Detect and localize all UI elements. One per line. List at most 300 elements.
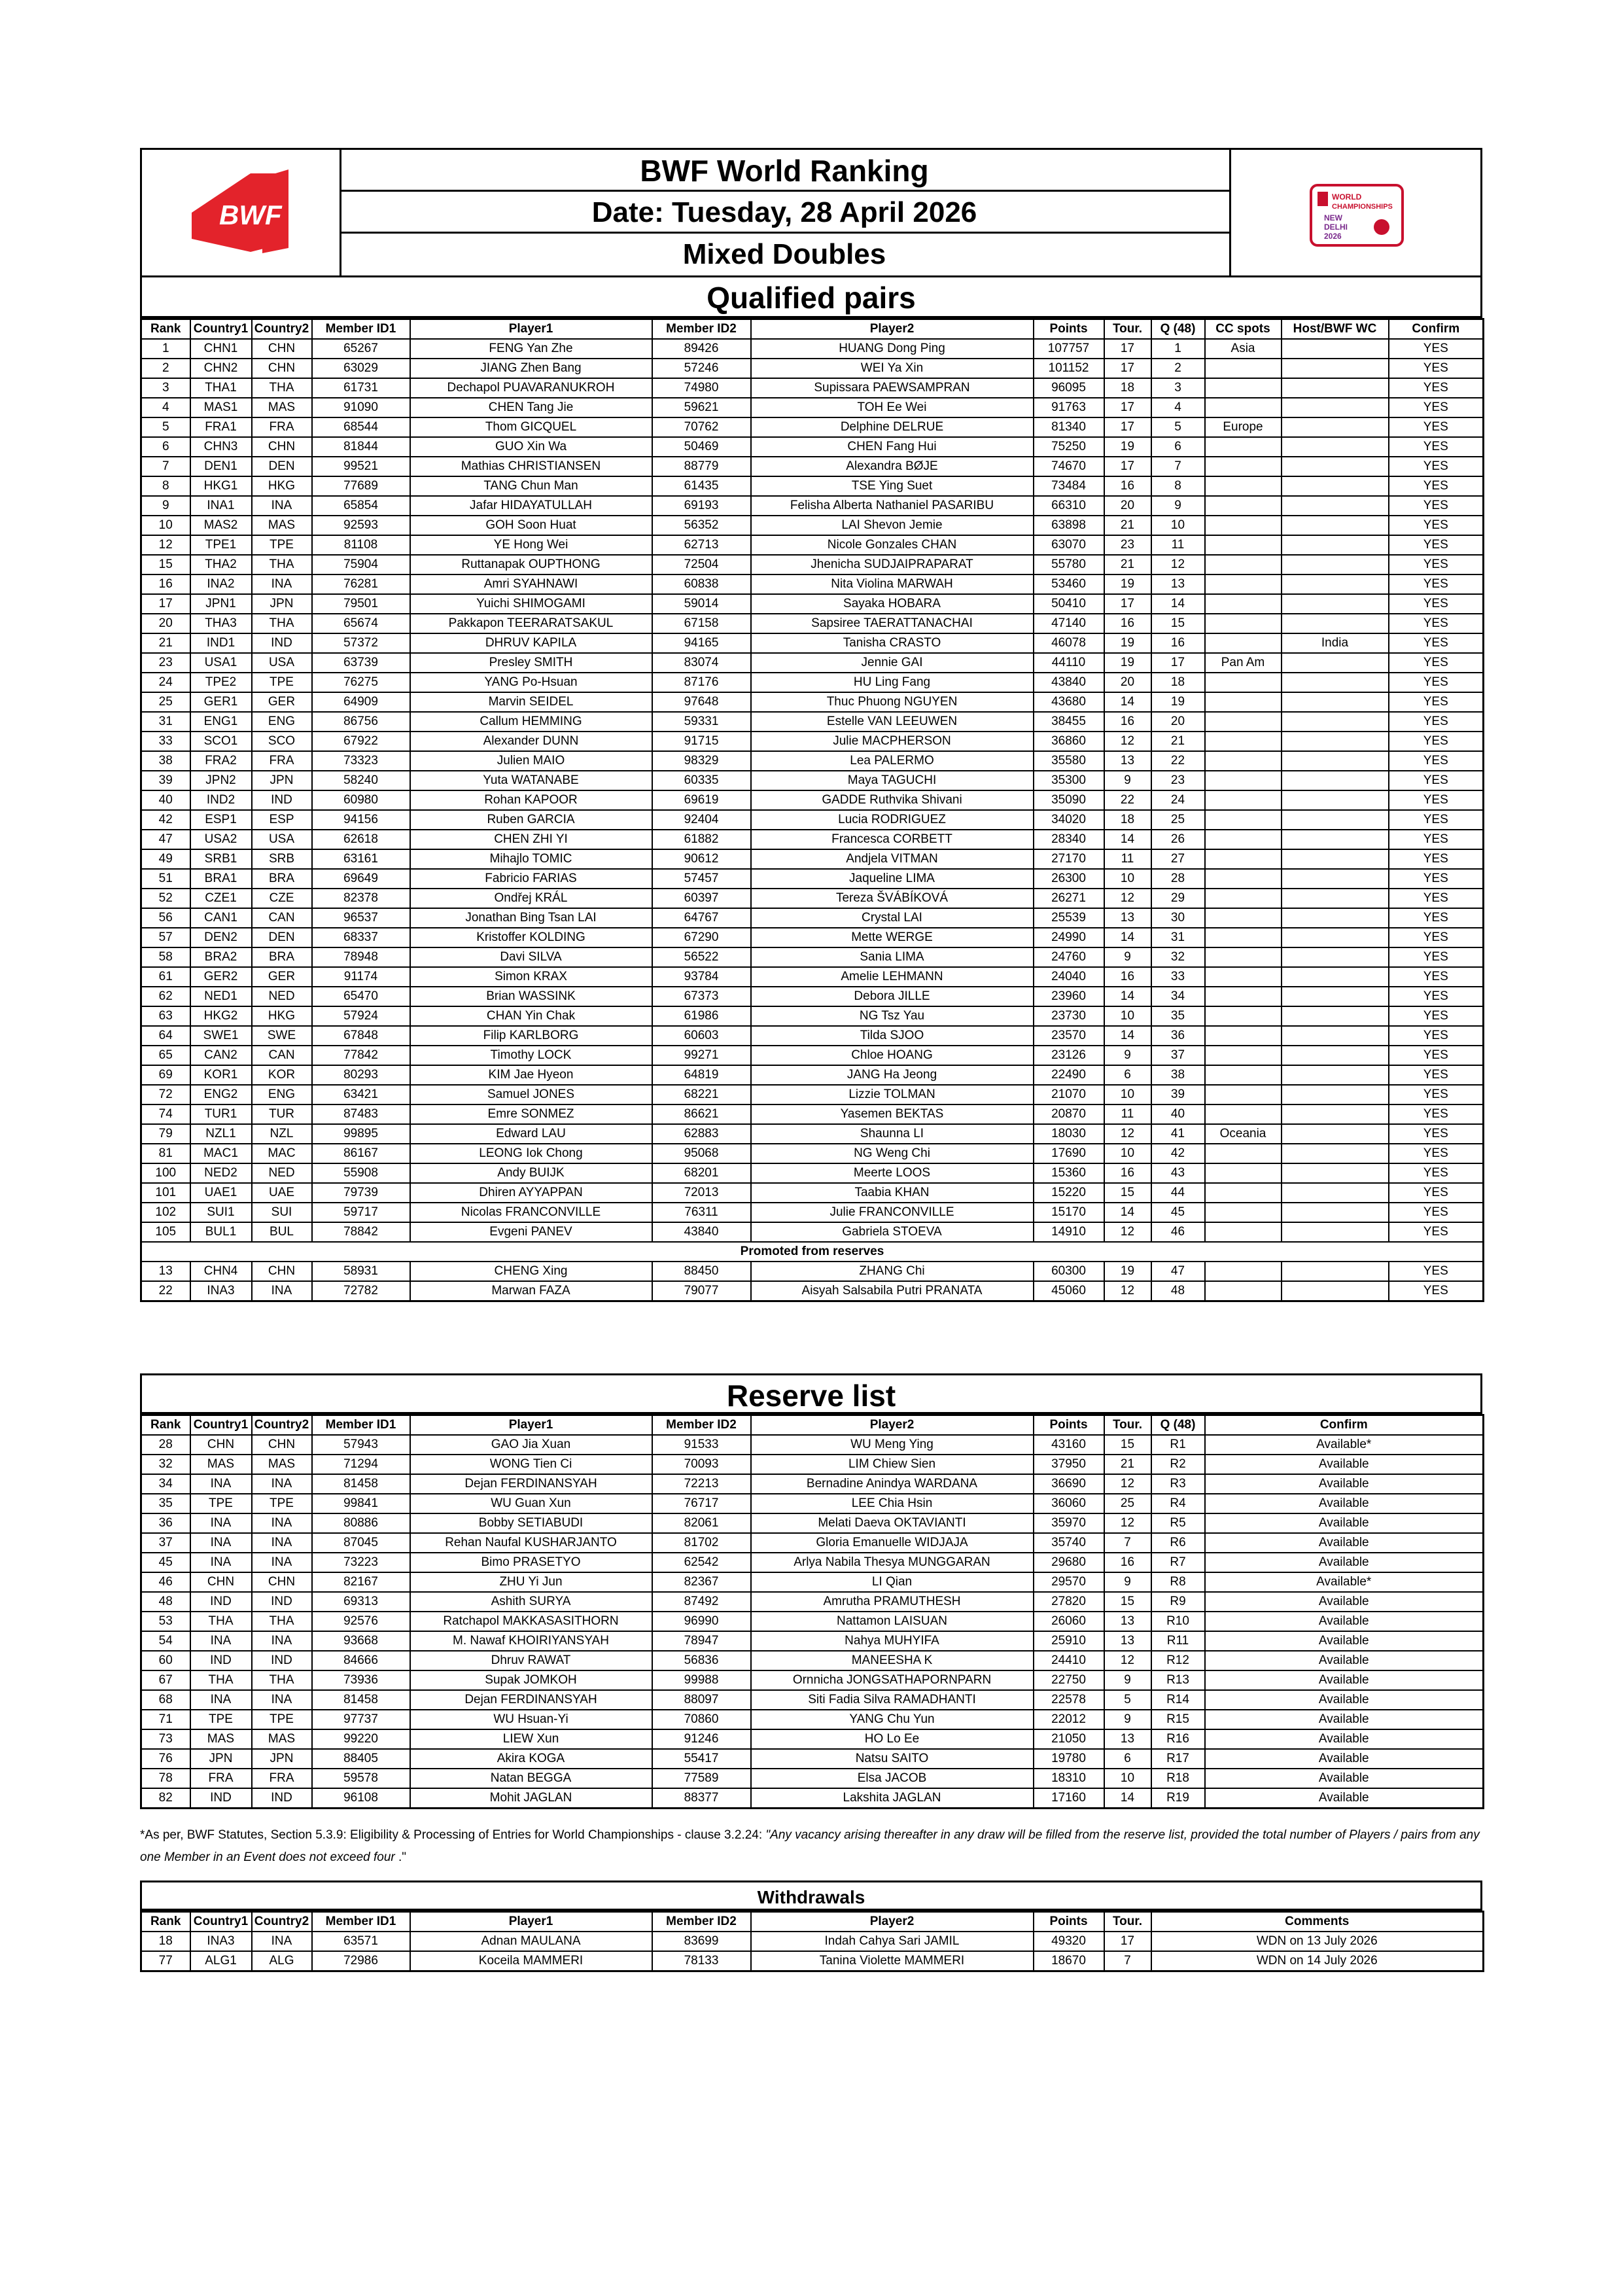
table-cell — [1205, 359, 1282, 378]
table-cell: 13 — [1104, 908, 1151, 928]
table-cell: KOR — [252, 1065, 312, 1085]
table-cell: 36 — [1151, 1026, 1205, 1046]
table-cell: 42 — [1151, 1144, 1205, 1163]
table-cell — [1282, 398, 1389, 417]
table-cell: 7 — [1104, 1533, 1151, 1553]
table-cell: 12 — [1104, 1281, 1151, 1301]
table-cell: THA — [252, 378, 312, 398]
table-cell: Rehan Naufal KUSHARJANTO — [410, 1533, 652, 1553]
table-cell: 95068 — [652, 1144, 751, 1163]
table-cell: Nicole Gonzales CHAN — [751, 535, 1034, 555]
reserve-body — [141, 1435, 1484, 1809]
table-cell: 73936 — [312, 1670, 410, 1690]
column-header-rank: Rank — [141, 319, 190, 340]
table-cell: 61731 — [312, 378, 410, 398]
column-header-q-48: Q (48) — [1151, 1415, 1205, 1436]
table-cell: 10 — [1104, 1769, 1151, 1788]
table-cell: Mathias CHRISTIANSEN — [410, 457, 652, 476]
table-row — [141, 1065, 1484, 1085]
table-cell: BUL1 — [190, 1222, 252, 1242]
column-header-tour: Tour. — [1104, 1912, 1151, 1932]
column-header-country2: Country2 — [252, 1415, 312, 1436]
table-cell: 25539 — [1034, 908, 1104, 928]
table-cell: 26271 — [1034, 889, 1104, 908]
table-cell: YES — [1389, 339, 1484, 359]
table-cell — [1282, 1006, 1389, 1026]
table-cell: 56836 — [652, 1651, 751, 1670]
table-cell: 10 — [1104, 1006, 1151, 1026]
svg-text:CHAMPIONSHIPS: CHAMPIONSHIPS — [1332, 203, 1393, 211]
table-cell: THA — [252, 614, 312, 633]
table-cell: THA — [190, 1612, 252, 1631]
table-cell: Estelle VAN LEEUWEN — [751, 712, 1034, 732]
table-cell: 65470 — [312, 987, 410, 1006]
table-cell: Gabriela STOEVA — [751, 1222, 1034, 1242]
table-cell: Nicolas FRANCONVILLE — [410, 1203, 652, 1222]
table-cell: 71 — [141, 1710, 190, 1729]
table-cell: CHN — [252, 1572, 312, 1592]
table-cell: 64909 — [312, 692, 410, 712]
table-cell — [1282, 1262, 1389, 1281]
table-cell: Nita Violina MARWAH — [751, 574, 1034, 594]
table-cell: 75250 — [1034, 437, 1104, 457]
table-cell: CHENG Xing — [410, 1262, 652, 1281]
table-cell: 2 — [141, 359, 190, 378]
table-cell — [1282, 830, 1389, 849]
table-cell: 69 — [141, 1065, 190, 1085]
table-cell: YES — [1389, 398, 1484, 417]
table-row — [141, 1006, 1484, 1026]
table-row — [141, 830, 1484, 849]
table-cell: SUI1 — [190, 1203, 252, 1222]
table-cell: 12 — [1104, 1474, 1151, 1494]
table-cell: YES — [1389, 457, 1484, 476]
table-cell: KIM Jae Hyeon — [410, 1065, 652, 1085]
table-cell: 9 — [1104, 947, 1151, 967]
table-cell: 1 — [141, 339, 190, 359]
table-cell: 91763 — [1034, 398, 1104, 417]
table-cell: 17 — [1104, 1932, 1151, 1951]
column-header-points: Points — [1034, 319, 1104, 340]
table-row — [141, 849, 1484, 869]
table-cell: R18 — [1151, 1769, 1205, 1788]
table-cell: Bernadine Anindya WARDANA — [751, 1474, 1034, 1494]
table-cell: 43 — [1151, 1163, 1205, 1183]
table-cell — [1205, 476, 1282, 496]
table-cell: 19 — [1104, 437, 1151, 457]
table-cell: 59331 — [652, 712, 751, 732]
table-cell: 88405 — [312, 1749, 410, 1769]
table-cell: CAN — [252, 1046, 312, 1065]
table-cell: YANG Chu Yun — [751, 1710, 1034, 1729]
table-cell: 2 — [1151, 359, 1205, 378]
table-cell: 64767 — [652, 908, 751, 928]
table-cell: BRA — [252, 869, 312, 889]
table-cell: Rohan KAPOOR — [410, 790, 652, 810]
table-cell: Supak JOMKOH — [410, 1670, 652, 1690]
table-cell: Taabia KHAN — [751, 1183, 1034, 1203]
table-cell — [1282, 908, 1389, 928]
table-cell: Available — [1205, 1769, 1484, 1788]
table-cell: TSE Ying Suet — [751, 476, 1034, 496]
table-cell: Alexander DUNN — [410, 732, 652, 751]
table-cell: 57246 — [652, 359, 751, 378]
table-cell: 107757 — [1034, 339, 1104, 359]
table-cell: R17 — [1151, 1749, 1205, 1769]
table-cell: Available — [1205, 1533, 1484, 1553]
table-cell: YES — [1389, 712, 1484, 732]
table-cell: INA3 — [190, 1932, 252, 1951]
table-cell: DEN — [252, 457, 312, 476]
table-cell: CHN — [252, 437, 312, 457]
table-cell: 64 — [141, 1026, 190, 1046]
table-row — [141, 614, 1484, 633]
table-cell: Alexandra BØJE — [751, 457, 1034, 476]
table-cell: GER — [252, 692, 312, 712]
table-cell: YES — [1389, 1085, 1484, 1104]
table-cell: 18 — [141, 1932, 190, 1951]
table-cell: 72 — [141, 1085, 190, 1104]
table-cell: 86756 — [312, 712, 410, 732]
table-cell: Koceila MAMMERI — [410, 1951, 652, 1971]
table-cell: YES — [1389, 614, 1484, 633]
svg-text:2026: 2026 — [1324, 232, 1342, 241]
table-cell: YES — [1389, 869, 1484, 889]
table-cell: 6 — [1104, 1065, 1151, 1085]
table-cell: THA — [252, 1670, 312, 1690]
table-cell: 99521 — [312, 457, 410, 476]
table-cell: Tanina Violette MAMMERI — [751, 1951, 1034, 1971]
table-cell: 15170 — [1034, 1203, 1104, 1222]
table-cell: BRA — [252, 947, 312, 967]
table-cell: Maya TAGUCHI — [751, 771, 1034, 790]
table-cell: 10 — [1151, 516, 1205, 535]
table-cell: Callum HEMMING — [410, 712, 652, 732]
table-cell: 76275 — [312, 673, 410, 692]
table-cell: 36 — [141, 1513, 190, 1533]
table-cell: YES — [1389, 692, 1484, 712]
column-header-player1: Player1 — [410, 1912, 652, 1932]
table-cell: 4 — [1151, 398, 1205, 417]
table-cell: Nattamon LAISUAN — [751, 1612, 1034, 1631]
table-cell: 29 — [1151, 889, 1205, 908]
table-cell: Dejan FERDINANSYAH — [410, 1690, 652, 1710]
table-cell: Melati Daeva OKTAVIANTI — [751, 1513, 1034, 1533]
column-header-player1: Player1 — [410, 1415, 652, 1436]
table-cell: 55780 — [1034, 555, 1104, 574]
table-cell: 45 — [141, 1553, 190, 1572]
table-cell: R7 — [1151, 1553, 1205, 1572]
table-cell: 78842 — [312, 1222, 410, 1242]
table-cell: 90612 — [652, 849, 751, 869]
table-cell: Lizzie TOLMAN — [751, 1085, 1034, 1104]
table-cell: 63898 — [1034, 516, 1104, 535]
table-cell: Yuta WATANABE — [410, 771, 652, 790]
table-cell: Brian WASSINK — [410, 987, 652, 1006]
table-cell: Mihajlo TOMIC — [410, 849, 652, 869]
reserve-list-title: Reserve list — [140, 1373, 1482, 1414]
column-header-comments: Comments — [1151, 1912, 1484, 1932]
column-header-player2: Player2 — [751, 1912, 1034, 1932]
table-cell: 33 — [1151, 967, 1205, 987]
table-cell: Edward LAU — [410, 1124, 652, 1144]
table-cell: 69313 — [312, 1592, 410, 1612]
table-cell: ESP — [252, 810, 312, 830]
table-row — [141, 1533, 1484, 1553]
table-row — [141, 417, 1484, 437]
table-cell: LI Qian — [751, 1572, 1034, 1592]
table-cell: 9 — [1104, 1670, 1151, 1690]
table-cell: Delphine DELRUE — [751, 417, 1034, 437]
table-cell — [1282, 437, 1389, 457]
table-cell: 7 — [1151, 457, 1205, 476]
table-cell: USA — [252, 653, 312, 673]
withdrawals-table — [140, 1911, 1484, 1972]
table-cell: 65674 — [312, 614, 410, 633]
table-cell: Kristoffer KOLDING — [410, 928, 652, 947]
table-cell: Bobby SETIABUDI — [410, 1513, 652, 1533]
promoted-row — [141, 1281, 1484, 1301]
table-cell: 91246 — [652, 1729, 751, 1749]
table-cell: Lakshita JAGLAN — [751, 1788, 1034, 1809]
table-cell: Available — [1205, 1513, 1484, 1533]
table-cell — [1282, 516, 1389, 535]
table-cell: 77689 — [312, 476, 410, 496]
table-cell: 12 — [1151, 555, 1205, 574]
table-cell: CHN1 — [190, 339, 252, 359]
reserve-header-row — [141, 1415, 1484, 1436]
table-row — [141, 574, 1484, 594]
reserve-footnote: *As per, BWF Statutes, Section 5.3.9: Eligibility & Processing of Entries for World Championships - clause 3.2.24: "Any vacancy arising thereafter in any draw will be filled from the reserve list, provided the total number of Players / pairs from any one Member in an Event does not exceed four ." — [140, 1828, 1480, 1864]
column-header-confirm: Confirm — [1389, 319, 1484, 340]
table-cell: YES — [1389, 1124, 1484, 1144]
table-cell: 59014 — [652, 594, 751, 614]
column-header-cc-spots: CC spots — [1205, 319, 1282, 340]
table-cell: 68337 — [312, 928, 410, 947]
table-cell: 21 — [1104, 1455, 1151, 1474]
page-title: BWF World Ranking — [340, 150, 1229, 192]
table-cell: 24 — [1151, 790, 1205, 810]
table-cell: YES — [1389, 633, 1484, 653]
table-cell: Amri SYAHNAWI — [410, 574, 652, 594]
table-cell: Akira KOGA — [410, 1749, 652, 1769]
table-cell: Chloe HOANG — [751, 1046, 1034, 1065]
column-header-tour: Tour. — [1104, 319, 1151, 340]
table-cell — [1205, 1104, 1282, 1124]
table-cell: 26300 — [1034, 869, 1104, 889]
table-cell: R6 — [1151, 1533, 1205, 1553]
table-cell — [1282, 594, 1389, 614]
table-cell: 63070 — [1034, 535, 1104, 555]
table-cell: 36060 — [1034, 1494, 1104, 1513]
table-cell: 75904 — [312, 555, 410, 574]
table-cell: CHN2 — [190, 359, 252, 378]
table-cell: WDN on 14 July 2026 — [1151, 1951, 1484, 1971]
table-cell: Dejan FERDINANSYAH — [410, 1474, 652, 1494]
table-cell: Presley SMITH — [410, 653, 652, 673]
table-cell: 82367 — [652, 1572, 751, 1592]
table-cell: 60 — [141, 1651, 190, 1670]
table-cell: R15 — [1151, 1710, 1205, 1729]
table-cell: 43840 — [1034, 673, 1104, 692]
table-cell: FENG Yan Zhe — [410, 339, 652, 359]
table-row — [141, 1455, 1484, 1474]
table-cell: 49320 — [1034, 1932, 1104, 1951]
table-cell: Jonathan Bing Tsan LAI — [410, 908, 652, 928]
qualified-pairs-section — [140, 277, 1482, 1302]
table-cell: Andjela VITMAN — [751, 849, 1034, 869]
table-cell: 19780 — [1034, 1749, 1104, 1769]
table-cell: SWE — [252, 1026, 312, 1046]
table-cell: MAS — [252, 516, 312, 535]
table-cell: 22012 — [1034, 1710, 1104, 1729]
table-cell: FRA — [252, 751, 312, 771]
table-cell: YES — [1389, 417, 1484, 437]
table-cell: 73323 — [312, 751, 410, 771]
table-cell: 22 — [141, 1281, 190, 1301]
table-cell: SRB1 — [190, 849, 252, 869]
table-cell: 88450 — [652, 1262, 751, 1281]
table-cell: 23 — [1104, 535, 1151, 555]
table-row — [141, 1651, 1484, 1670]
reserve-list-section — [140, 1373, 1482, 1809]
table-cell: TPE — [252, 1710, 312, 1729]
table-cell: 19 — [1104, 1262, 1151, 1281]
table-cell: 27820 — [1034, 1592, 1104, 1612]
table-cell: INA1 — [190, 496, 252, 516]
table-cell: ENG2 — [190, 1085, 252, 1104]
table-row — [141, 712, 1484, 732]
table-cell — [1282, 1163, 1389, 1183]
table-cell: Ornnicha JONGSATHAPORNPARN — [751, 1670, 1034, 1690]
table-cell: 96095 — [1034, 378, 1104, 398]
table-cell: 79739 — [312, 1183, 410, 1203]
table-row — [141, 1163, 1484, 1183]
table-cell: Andy BUIJK — [410, 1163, 652, 1183]
table-cell: 87176 — [652, 673, 751, 692]
table-cell: 79501 — [312, 594, 410, 614]
table-cell: 19 — [1104, 574, 1151, 594]
table-cell: Tereza ŠVÁBÍKOVÁ — [751, 889, 1034, 908]
table-cell: Francesca CORBETT — [751, 830, 1034, 849]
table-cell: 63571 — [312, 1932, 410, 1951]
world-championships-logo-cell — [1229, 150, 1482, 275]
table-cell: ENG1 — [190, 712, 252, 732]
withdrawals-title: Withdrawals — [140, 1881, 1482, 1911]
column-header-country2: Country2 — [252, 319, 312, 340]
table-cell: DEN1 — [190, 457, 252, 476]
column-header-country1: Country1 — [190, 319, 252, 340]
table-cell — [1205, 732, 1282, 751]
table-cell: Adnan MAULANA — [410, 1932, 652, 1951]
table-cell: R3 — [1151, 1474, 1205, 1494]
table-cell: R1 — [1151, 1435, 1205, 1455]
table-cell: 99841 — [312, 1494, 410, 1513]
table-cell: 15 — [1104, 1435, 1151, 1455]
table-cell: 99895 — [312, 1124, 410, 1144]
table-cell: 67 — [141, 1670, 190, 1690]
table-cell — [1205, 437, 1282, 457]
table-cell: 10 — [1104, 869, 1151, 889]
table-cell: Europe — [1205, 417, 1282, 437]
table-cell: 37 — [1151, 1046, 1205, 1065]
table-cell: INA3 — [190, 1281, 252, 1301]
table-cell: 17 — [141, 594, 190, 614]
table-cell — [1205, 1065, 1282, 1085]
table-cell: CHN — [252, 359, 312, 378]
table-cell: 55908 — [312, 1163, 410, 1183]
table-cell: LEE Chia Hsin — [751, 1494, 1034, 1513]
table-cell: 57924 — [312, 1006, 410, 1026]
table-cell: 81844 — [312, 437, 410, 457]
table-cell: GER — [252, 967, 312, 987]
table-cell: 37 — [141, 1533, 190, 1553]
table-row — [141, 1749, 1484, 1769]
table-cell: YES — [1389, 849, 1484, 869]
table-cell: 70762 — [652, 417, 751, 437]
table-cell: THA — [252, 1612, 312, 1631]
table-cell: 91715 — [652, 732, 751, 751]
table-cell: SCO — [252, 732, 312, 751]
table-cell: 60300 — [1034, 1262, 1104, 1281]
table-cell: Available — [1205, 1710, 1484, 1729]
table-cell: 14 — [1104, 830, 1151, 849]
table-cell: INA — [252, 1281, 312, 1301]
table-cell — [1282, 653, 1389, 673]
table-cell: Shaunna LI — [751, 1124, 1034, 1144]
table-cell: 29680 — [1034, 1553, 1104, 1572]
table-cell: R11 — [1151, 1631, 1205, 1651]
table-cell: 46 — [141, 1572, 190, 1592]
table-cell — [1282, 692, 1389, 712]
table-cell — [1282, 457, 1389, 476]
table-cell: 35 — [1151, 1006, 1205, 1026]
table-cell: 71294 — [312, 1455, 410, 1474]
table-cell: 23960 — [1034, 987, 1104, 1006]
table-cell: YES — [1389, 889, 1484, 908]
table-cell: 25910 — [1034, 1631, 1104, 1651]
table-row — [141, 732, 1484, 751]
svg-text:DELHI: DELHI — [1324, 222, 1348, 232]
table-cell: 15 — [1104, 1183, 1151, 1203]
table-cell: Dhiren AYYAPPAN — [410, 1183, 652, 1203]
table-cell: Available — [1205, 1494, 1484, 1513]
table-cell: TPE1 — [190, 535, 252, 555]
table-cell: YES — [1389, 1065, 1484, 1085]
table-cell: 81702 — [652, 1533, 751, 1553]
table-row — [141, 1222, 1484, 1242]
table-row — [141, 359, 1484, 378]
table-cell: 81340 — [1034, 417, 1104, 437]
table-cell: 93668 — [312, 1631, 410, 1651]
table-cell: 17 — [1104, 359, 1151, 378]
table-cell: 12 — [141, 535, 190, 555]
table-cell: YES — [1389, 594, 1484, 614]
table-cell: 94156 — [312, 810, 410, 830]
table-cell: 64819 — [652, 1065, 751, 1085]
table-cell: TUR — [252, 1104, 312, 1124]
table-cell: 25 — [1151, 810, 1205, 830]
table-row — [141, 1631, 1484, 1651]
table-cell: HUANG Dong Ping — [751, 339, 1034, 359]
table-cell: 23730 — [1034, 1006, 1104, 1026]
table-cell: 76281 — [312, 574, 410, 594]
column-header-member-id1: Member ID1 — [312, 1415, 410, 1436]
table-cell: GAO Jia Xuan — [410, 1435, 652, 1455]
table-cell: CHEN ZHI YI — [410, 830, 652, 849]
table-cell: Mette WERGE — [751, 928, 1034, 947]
table-cell: 68221 — [652, 1085, 751, 1104]
